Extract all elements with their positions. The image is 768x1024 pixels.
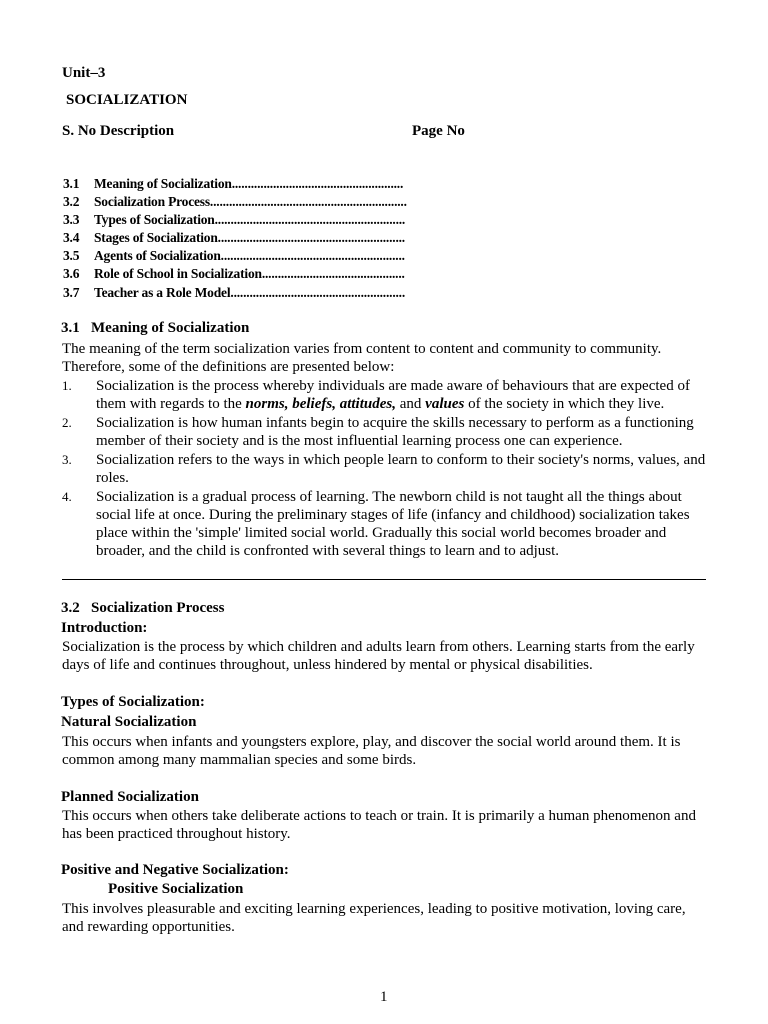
toc-label: Types of Socialization	[94, 212, 215, 227]
toc-row	[63, 211, 405, 229]
paragraph: This occurs when others take deliberate actions to teach or train. It is primarily a human phenomenon and has been practiced throughout history.	[62, 808, 696, 842]
list-item-text: of the society in which they live.	[464, 396, 665, 412]
toc-column-description: S. No Description	[62, 123, 175, 139]
subheading-planned: Planned Socialization	[61, 789, 199, 805]
section-heading	[61, 320, 249, 337]
section-number: 3.1	[61, 320, 80, 336]
toc-row	[63, 284, 405, 302]
toc-number: 3.4	[63, 230, 80, 245]
subheading-positive-negative: Positive and Negative Socialization:	[61, 862, 289, 878]
emphasis: norms, beliefs, attitudes,	[245, 396, 396, 412]
list-item: Socialization is a gradual process of learning. The newborn child is not taught all the things about social life at once. During the preliminary stages of life (infancy and childhood) socialization takes place within the 'simple' limited social world. Gradually this social world becomes broader and broader, and the child is confronted with several things to learn and to adjust.	[96, 489, 690, 559]
toc-label: Stages of Socialization	[94, 230, 218, 245]
toc-label: Teacher as a Role Model	[94, 285, 231, 300]
toc-leader: ......................................................	[231, 176, 404, 191]
toc-leader: ...........................................................	[217, 230, 405, 245]
toc-row	[63, 229, 405, 247]
toc-number: 3.1	[63, 176, 80, 191]
toc-leader: ............................................................	[214, 212, 406, 227]
list-item	[96, 377, 706, 413]
toc-number: 3.5	[63, 248, 80, 263]
paragraph: This occurs when infants and youngsters explore, play, and discover the social world around them. It is common among many mammalian species and some birds.	[62, 734, 681, 768]
paragraph: Socialization is the process by which children and adults learn from others. Learning starts from the early days of life and continues throughout, unless hindered by mental or physical disabilities.	[62, 639, 695, 673]
toc-number: 3.6	[63, 266, 80, 281]
list-number: 1.	[62, 378, 72, 393]
list-item: Socialization is how human infants begin to acquire the skills necessary to perform as a functioning member of their society and is the most influential learning process one can experience.	[96, 415, 694, 449]
toc-column-page: Page No	[412, 123, 465, 139]
page-title: SOCIALIZATION	[66, 92, 188, 108]
section-heading	[61, 600, 224, 617]
list-item-text: Socialization is the process whereby individuals are made aware of behaviours that are expected of them with regards to the	[96, 378, 690, 412]
toc-label: Agents of Socialization	[94, 248, 221, 263]
toc-leader: .......................................................	[230, 285, 406, 300]
toc-label: Role of School in Socialization	[94, 266, 262, 281]
subheading-positive: Positive Socialization	[108, 881, 244, 897]
subheading-natural: Natural Socialization	[61, 714, 197, 730]
list-number: 3.	[62, 452, 72, 467]
subheading-types: Types of Socialization:	[61, 694, 205, 710]
toc-label: Socialization Process	[94, 194, 210, 209]
section-divider	[62, 579, 706, 580]
section-title: Socialization Process	[91, 600, 225, 616]
paragraph: This involves pleasurable and exciting learning experiences, leading to positive motivation, loving care, and rewarding opportunities.	[62, 901, 686, 935]
list-item-text: and	[395, 396, 426, 412]
toc-leader: ..............................................................	[209, 194, 407, 209]
section-intro: The meaning of the term socialization varies from content to content and community to community. Therefore, some of the definitions are presented below:	[62, 341, 662, 375]
subheading-introduction: Introduction:	[61, 620, 148, 636]
toc-number: 3.7	[63, 285, 80, 300]
list-number: 4.	[62, 489, 72, 504]
emphasis: values	[425, 396, 465, 412]
page-number: 1	[380, 989, 388, 1005]
list-item: Socialization refers to the ways in which people learn to conform to their society's norms, values, and roles.	[96, 452, 706, 486]
toc-leader: .............................................	[261, 266, 405, 281]
toc-number: 3.3	[63, 212, 80, 227]
toc-row	[63, 193, 407, 211]
toc-row	[63, 247, 405, 265]
list-number: 2.	[62, 415, 72, 430]
toc-label: Meaning of Socialization	[94, 176, 232, 191]
toc-leader: ..........................................................	[220, 248, 405, 263]
toc-row	[63, 175, 403, 193]
unit-label: Unit–3	[62, 65, 106, 81]
toc-number: 3.2	[63, 194, 80, 209]
section-number: 3.2	[61, 600, 80, 616]
section-title: Meaning of Socialization	[91, 320, 250, 336]
toc-row	[63, 265, 405, 283]
